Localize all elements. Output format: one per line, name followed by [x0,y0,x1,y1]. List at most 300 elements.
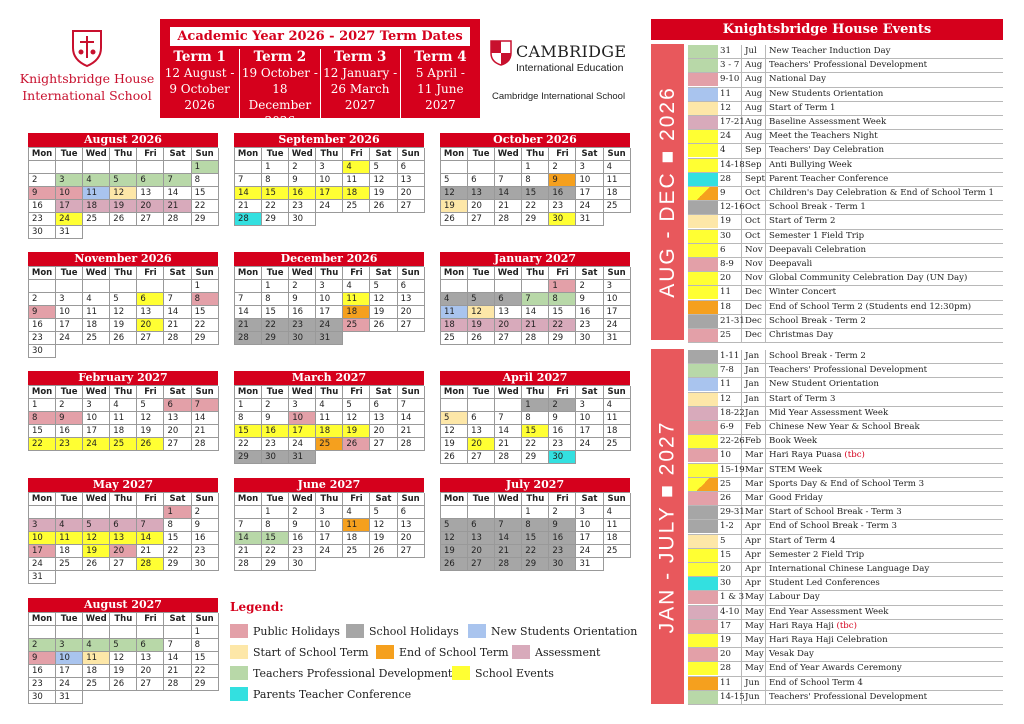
day-cell: 22 [235,438,262,451]
day-cell: 12 [110,187,137,200]
day-cell: 20 [137,665,164,678]
empty-cell [164,280,191,293]
tbc-note: (tbc) [841,450,865,461]
day-cell: 7 [398,399,425,412]
day-cell: 6 [110,519,137,532]
empty-cell [137,280,164,293]
month-calendar [234,133,424,226]
empty-cell [110,226,137,239]
event-row [688,102,1003,116]
event-swatch [688,88,718,101]
day-cell: 26 [441,213,468,226]
event-date: 4 [718,144,742,157]
legend-item [230,624,340,638]
event-month: Apr [742,520,766,533]
day-cell: 25 [441,332,468,345]
day-cell: 10 [316,519,343,532]
empty-cell [137,161,164,174]
weekday-header: Tue [56,148,83,161]
event-swatch [688,478,718,491]
event-month: Feb [742,421,766,434]
day-cell: 18 [83,200,110,213]
day-cell: 3 [316,506,343,519]
day-cell: 4 [604,161,631,174]
event-swatch [688,244,718,257]
event-row [688,230,1003,244]
event-row [688,201,1003,215]
day-cell: 30 [29,691,56,704]
day-cell: 19 [110,319,137,332]
event-description: End of School Term 4 [769,677,863,688]
month-calendar [440,371,630,464]
event-swatch [688,258,718,271]
event-date: 30 [718,577,742,590]
empty-cell [192,226,219,239]
day-cell: 2 [192,506,219,519]
event-month: Nov [742,272,766,285]
empty-cell [83,280,110,293]
event-row [688,677,1003,691]
day-cell: 16 [289,187,316,200]
day-cell: 10 [56,652,83,665]
day-cell: 23 [289,319,316,332]
day-cell: 25 [604,200,631,213]
event-month: May [742,591,766,604]
day-cell: 21 [137,545,164,558]
day-cell: 22 [262,545,289,558]
weekday-header: Mon [441,493,468,506]
weekday-header: Mon [235,493,262,506]
day-cell: 20 [468,200,495,213]
event-row [688,691,1003,705]
event-swatch [688,301,718,314]
empty-cell [29,161,56,174]
event-row [688,301,1003,315]
weekday-header: Fri [137,148,164,161]
day-cell: 30 [289,332,316,345]
empty-cell [110,571,137,584]
empty-cell [398,213,425,226]
month-title: October 2026 [440,133,630,147]
event-date: 20 [718,272,742,285]
day-cell: 18 [604,532,631,545]
day-cell: 6 [495,293,522,306]
month-title: January 2027 [440,252,630,266]
day-cell: 24 [576,200,603,213]
day-cell: 14 [164,187,191,200]
event-description: Mid Year Assessment Week [769,407,889,418]
day-cell: 4 [83,293,110,306]
empty-cell [316,213,343,226]
day-cell: 1 [522,506,549,519]
day-cell: 4 [441,293,468,306]
weekday-header: Wed [495,148,522,161]
event-row [688,535,1003,549]
day-cell: 1 [235,399,262,412]
day-cell: 4 [604,399,631,412]
event-date: 6-9 [718,421,742,434]
day-cell: 19 [468,319,495,332]
day-cell: 17 [29,545,56,558]
event-month: Aug [742,130,766,143]
event-row [688,286,1003,300]
day-cell: 4 [56,519,83,532]
day-cell: 15 [522,532,549,545]
legend-swatch [230,666,248,680]
day-cell: 6 [468,174,495,187]
day-cell: 30 [29,226,56,239]
empty-cell [83,506,110,519]
event-description: Christmas Day [769,330,834,340]
day-cell: 26 [83,558,110,571]
weekday-header: Thu [522,386,549,399]
school-logo-block [12,28,162,104]
empty-cell [468,161,495,174]
event-date: 18 [718,301,742,314]
day-cell: 1 [262,506,289,519]
day-cell: 8 [262,519,289,532]
event-row [688,520,1003,534]
cambridge-school-label: Cambridge International School [492,91,626,102]
day-cell: 29 [549,332,576,345]
day-cell: 13 [398,174,425,187]
day-cell: 4 [343,280,370,293]
event-month: Aug [742,59,766,72]
day-cell: 25 [83,332,110,345]
event-swatch [688,464,718,477]
event-description: Winter Concert [769,287,837,298]
band-2027: JAN - JULY ■ 2027 [651,349,684,704]
day-cell: 26 [441,558,468,571]
day-cell: 11 [441,306,468,319]
empty-cell [137,506,164,519]
legend-label: School Events [475,666,554,680]
day-cell: 19 [110,200,137,213]
event-swatch [688,620,718,633]
event-row [688,244,1003,258]
event-description: Teachers' Professional Development [769,60,928,71]
event-description: Deepavali Celebration [769,244,867,255]
day-cell: 23 [549,545,576,558]
day-cell: 5 [343,399,370,412]
event-row [688,506,1003,520]
day-cell: 17 [56,665,83,678]
day-cell: 9 [549,412,576,425]
day-cell: 10 [316,174,343,187]
term-2: Term 2 19 October - 18 December 2026 [239,49,319,129]
day-cell: 20 [164,425,191,438]
weekday-header: Wed [83,148,110,161]
day-cell: 8 [549,293,576,306]
weekday-header: Mon [441,386,468,399]
weekday-header: Fri [549,386,576,399]
day-cell: 10 [56,306,83,319]
event-swatch [688,173,718,186]
day-cell: 26 [110,332,137,345]
event-row [688,45,1003,59]
event-date: 14-15 [718,691,742,704]
weekday-header: Fri [549,267,576,280]
event-row [688,350,1003,364]
day-cell: 13 [370,412,397,425]
event-description: School Break - Term 1 [769,202,866,213]
event-swatch [688,215,718,228]
legend-label: School Holidays [369,624,459,638]
day-cell: 5 [137,399,164,412]
day-cell: 28 [164,213,191,226]
event-row [688,648,1003,662]
day-cell: 30 [262,451,289,464]
event-date: 31 [718,45,742,58]
month-calendar [28,252,218,358]
weekday-header: Sat [370,386,397,399]
day-cell: 24 [289,438,316,451]
day-cell: 11 [604,412,631,425]
event-description: Semester 2 Field Trip [769,549,865,560]
event-swatch [688,350,718,363]
empty-cell [370,451,397,464]
event-date: 15 [718,549,742,562]
day-cell: 4 [110,399,137,412]
legend-item [230,666,452,680]
day-cell: 24 [316,545,343,558]
day-cell: 10 [56,187,83,200]
event-description: National Day [769,74,827,85]
day-cell: 30 [289,213,316,226]
empty-cell [316,558,343,571]
event-date: 11 [718,677,742,690]
event-row [688,662,1003,676]
month-calendar [440,252,630,345]
day-cell: 9 [549,174,576,187]
weekday-header: Fri [137,493,164,506]
day-cell: 7 [522,293,549,306]
weekday-header: Thu [522,267,549,280]
event-month: May [742,606,766,619]
weekday-header: Sat [164,267,191,280]
day-cell: 16 [549,187,576,200]
month-calendar [234,478,424,571]
day-cell: 24 [604,319,631,332]
empty-cell [56,345,83,358]
day-cell: 23 [56,438,83,451]
event-row [688,144,1003,158]
day-cell: 5 [370,506,397,519]
event-swatch [688,315,718,328]
day-cell: 9 [192,519,219,532]
empty-cell [56,161,83,174]
day-cell: 11 [604,174,631,187]
day-cell: 27 [137,332,164,345]
day-cell: 25 [83,678,110,691]
day-cell: 14 [522,306,549,319]
legend-swatch [346,624,364,638]
weekday-header: Thu [110,493,137,506]
event-description: End of School Break - Term 3 [769,521,898,532]
day-cell: 15 [522,187,549,200]
day-cell: 9 [56,412,83,425]
legend-label: End of School Term [399,645,509,659]
day-cell: 27 [137,678,164,691]
event-swatch [688,102,718,115]
event-row [688,329,1003,343]
legend-swatch [452,666,470,680]
event-row [688,563,1003,577]
event-month: May [742,620,766,633]
day-cell: 28 [495,451,522,464]
day-cell: 19 [441,438,468,451]
day-cell: 18 [56,545,83,558]
event-month: Jul [742,45,766,58]
empty-cell [343,332,370,345]
day-cell: 30 [192,558,219,571]
day-cell: 31 [56,691,83,704]
weekday-header: Fri [549,148,576,161]
event-swatch [688,364,718,377]
day-cell: 17 [83,425,110,438]
event-date: 19 [718,634,742,647]
event-date: 15-19 [718,464,742,477]
day-cell: 1 [262,161,289,174]
weekday-header: Fri [343,386,370,399]
weekday-header: Thu [316,148,343,161]
day-cell: 23 [289,200,316,213]
day-cell: 11 [343,293,370,306]
day-cell: 22 [192,665,219,678]
day-cell: 9 [29,306,56,319]
empty-cell [137,626,164,639]
day-cell: 7 [235,519,262,532]
day-cell: 21 [192,425,219,438]
event-date: 30 [718,230,742,243]
event-description: STEM Week [769,464,822,475]
day-cell: 7 [137,519,164,532]
day-cell: 3 [576,399,603,412]
month-calendar [28,371,218,451]
day-cell: 20 [468,438,495,451]
day-cell: 22 [192,200,219,213]
empty-cell [370,213,397,226]
day-cell: 29 [192,332,219,345]
day-cell: 15 [192,187,219,200]
weekday-header: Wed [289,386,316,399]
day-cell: 28 [164,678,191,691]
day-cell: 22 [549,319,576,332]
cambridge-subtitle: International Education [516,62,624,74]
legend-item [230,645,369,659]
day-cell: 5 [110,639,137,652]
day-cell: 17 [56,200,83,213]
weekday-header: Tue [262,267,289,280]
day-cell: 29 [522,451,549,464]
day-cell: 5 [83,519,110,532]
day-cell: 31 [576,558,603,571]
event-swatch [688,407,718,420]
weekday-header: Mon [29,493,56,506]
day-cell: 22 [262,319,289,332]
event-row [688,634,1003,648]
day-cell: 19 [441,200,468,213]
day-cell: 8 [192,174,219,187]
day-cell: 2 [289,506,316,519]
weekday-header: Tue [468,267,495,280]
event-date: 18-22 [718,407,742,420]
event-month: Jan [742,393,766,406]
weekday-header: Sat [370,493,397,506]
day-cell: 10 [316,293,343,306]
event-description: Book Week [769,436,818,447]
day-cell: 23 [289,545,316,558]
day-cell: 28 [495,213,522,226]
day-cell: 13 [164,412,191,425]
event-month: Aug [742,102,766,115]
empty-cell [468,399,495,412]
day-cell: 21 [235,319,262,332]
term-3: Term 3 12 January - 26 March 2027 [320,49,400,129]
weekday-header: Thu [316,493,343,506]
day-cell: 7 [495,519,522,532]
day-cell: 13 [110,532,137,545]
shield-crest-icon [69,28,105,68]
event-description: Semester 1 Field Trip [769,230,865,241]
event-swatch [688,144,718,157]
day-cell: 21 [164,665,191,678]
empty-cell [441,161,468,174]
month-title: May 2027 [28,478,218,492]
day-cell: 30 [576,332,603,345]
weekday-header: Sat [164,148,191,161]
event-month: Mar [742,478,766,491]
event-month: Oct [742,215,766,228]
day-cell: 3 [56,639,83,652]
day-cell: 27 [370,438,397,451]
event-swatch [688,73,718,86]
day-cell: 20 [398,306,425,319]
month-calendar [28,478,218,584]
day-cell: 5 [370,161,397,174]
day-cell: 14 [164,306,191,319]
empty-cell [29,280,56,293]
day-cell: 2 [549,161,576,174]
day-cell: 5 [441,412,468,425]
event-swatch [688,520,718,533]
event-month: Jan [742,364,766,377]
day-cell: 27 [468,558,495,571]
empty-cell [164,626,191,639]
day-cell: 12 [83,532,110,545]
day-cell: 17 [316,532,343,545]
event-description: New Student Orientation [769,379,879,390]
day-cell: 23 [29,213,56,226]
day-cell: 24 [29,558,56,571]
weekday-header: Fri [137,613,164,626]
day-cell: 6 [468,519,495,532]
day-cell: 24 [83,438,110,451]
day-cell: 29 [262,213,289,226]
event-month: Apr [742,549,766,562]
day-cell: 6 [468,412,495,425]
weekday-header: Tue [468,148,495,161]
event-swatch [688,378,718,391]
weekday-header: Sun [192,267,219,280]
weekday-header: Wed [83,493,110,506]
weekday-header: Tue [56,267,83,280]
event-row [688,449,1003,463]
empty-cell [137,571,164,584]
event-description: International Chinese Language Day [769,564,930,574]
event-swatch [688,577,718,590]
weekday-header: Tue [468,493,495,506]
